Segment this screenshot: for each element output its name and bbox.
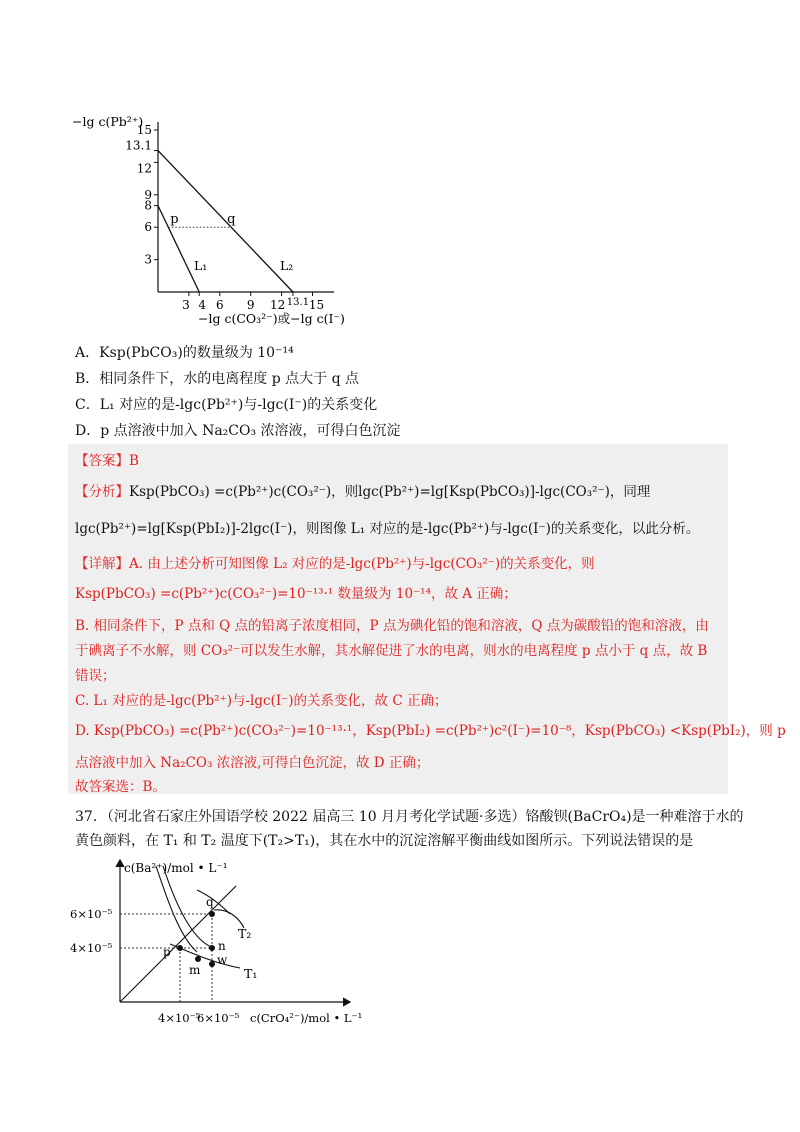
chart2-xlabel: c(CrO₄²⁻)/mol • L⁻¹: [250, 1011, 363, 1025]
question-37-line-2: 黄色颜料，在 T₁ 和 T₂ 温度下(T₂>T₁)，其在水中的沉淀溶解平衡曲线如图所示。下列说法错误的是: [75, 833, 694, 849]
chart1-xtick-label: 9: [246, 298, 255, 312]
option-b: B．相同条件下，水的电离程度 p 点大于 q 点: [75, 371, 360, 387]
analysis-line-2: lgc(Pb²⁺)=lg[Ksp(PbI₂)]-2lgc(I⁻)，则图像 L₁ 对应的是-lgc(Pb²⁺)与-lgc(I⁻)的关系变化，以此分析。: [75, 521, 700, 537]
chart2-curve-T2: [163, 866, 244, 948]
chart-bacro4-solubility: [60, 852, 380, 1037]
analysis-text-1: Ksp(PbCO₃) =c(Pb²⁺)c(CO₃²⁻)，则lgc(Pb²⁺)=lg[Ksp(PbCO₃)]-lgc(CO₃²⁻)，同理: [129, 484, 651, 500]
option-a: A．Ksp(PbCO₃)的数量级为 10⁻¹⁴: [75, 345, 294, 361]
detail-line-5: 错误；: [75, 668, 116, 684]
chart1-ylabel: −lg c(Pb²⁺): [72, 114, 144, 129]
chart2-xtick-4e-5: 4×10⁻⁵: [158, 1011, 201, 1025]
chart1-xtick-label: 4: [198, 298, 207, 312]
detail-line-6: C. L₁ 对应的是-lgc(Pb²⁺)与-lgc(I⁻)的关系变化，故 C 正确；: [75, 693, 448, 709]
chart1-ytick-label: 9: [144, 187, 152, 202]
chart1-ytick-label: 6: [144, 220, 152, 235]
chart2-label-T1: T₁: [244, 966, 258, 981]
chart2-dot-m: [195, 956, 201, 962]
chart2-ylabel: c(Ba²⁺)/mol • L⁻¹: [124, 861, 228, 875]
chart1-xtick-label: 6: [215, 298, 224, 312]
detail-line-7: D. Ksp(PbCO₃) =c(Pb²⁺)c(CO₃²⁻)=10⁻¹³·¹，Ksp(PbI₂) =c(Pb²⁺)c²(I⁻)=10⁻⁸，Ksp(PbCO₃) <Ksp(PbI₂)，则 p: [75, 723, 786, 739]
chart2-label-m: m: [189, 963, 201, 977]
option-d: D．p 点溶液中加入 Na₂CO₃ 浓溶液，可得白色沉淀: [75, 423, 401, 439]
chart2-label-p: p: [163, 945, 171, 959]
chart1-xtick-label: 15: [308, 298, 325, 312]
chart1-ytick-label: 12: [136, 161, 152, 176]
chart1-ytick-label: 8: [144, 198, 152, 213]
chart2-ytick-6e-5: 6×10⁻⁵: [70, 907, 113, 921]
chart1-point-q: q: [227, 212, 236, 228]
answer-line: [75, 452, 139, 470]
question-37-line-1: 37．（河北省石家庄外国语学校 2022 届高三 10 月月考化学试题·多选）铬酸钡(BaCrO₄)是一种难溶于水的: [75, 809, 744, 825]
chart1-ytick-label: 13.1: [125, 138, 152, 153]
chart2-xtick-6e-5: 6×10⁻⁵: [197, 1011, 240, 1025]
chart1-point-p: p: [170, 212, 179, 228]
chart1-xtick-label: 3: [182, 298, 190, 312]
chart-pb-solubility: [70, 110, 370, 335]
answer-tag: 【答案】: [75, 453, 129, 469]
detail-line-3: B. 相同条件下，P 点和 Q 点的铅离子浓度相同，P 点为碘化铅的饱和溶液，Q 点为碳酸铅的饱和溶液，由: [75, 618, 709, 634]
chart2-curve-T2-main: [156, 866, 197, 952]
chart2-dot-n: [209, 945, 215, 951]
detail-line-8: 点溶液中加入 Na₂CO₃ 浓溶液,可得白色沉淀，故 D 正确；: [75, 755, 430, 771]
chart1-xtick-label: 13.1: [286, 297, 310, 308]
detail-line-9: 故答案选：B。: [75, 779, 166, 795]
detail-line-1: [75, 555, 595, 573]
chart1-xlabel: −lg c(CO₃²⁻)或−lg c(I⁻): [198, 311, 345, 326]
analysis-line-1: [75, 483, 650, 501]
answer-value: B: [129, 453, 139, 469]
chart1-ytick-label: 15: [136, 123, 152, 137]
chart2-dot-p: [177, 945, 183, 951]
chart1-series-label-L1: L₁: [194, 258, 208, 273]
chart2-label-n: n: [218, 939, 226, 953]
chart1-series-label-L2: L₂: [280, 258, 294, 273]
analysis-tag: 【分析】: [75, 484, 129, 500]
chart2-label-q: q: [206, 895, 214, 909]
option-c: C．L₁ 对应的是-lgc(Pb²⁺)与-lgc(I⁻)的关系变化: [75, 397, 378, 413]
chart1-ytick-label: 3: [144, 252, 152, 267]
chart2-dot-w: [209, 961, 215, 967]
detail-text-1: A. 由上述分析可知图像 L₂ 对应的是-lgc(Pb²⁺)与-lgc(CO₃²⁻)的关系变化，则: [129, 556, 595, 572]
detail-line-2: Ksp(PbCO₃) =c(Pb²⁺)c(CO₃²⁻)=10⁻¹³·¹ 数量级为 10⁻¹⁴，故 A 正确；: [75, 586, 517, 602]
detail-tag: 【详解】: [75, 556, 129, 572]
chart2-label-T2: T₂: [238, 926, 252, 941]
detail-line-4: 于碘离子不水解，则 CO₃²⁻可以发生水解，其水解促进了水的电离，则水的电离程度 p 点小于 q 点，故 B: [75, 643, 708, 659]
chart1-xtick-label: 12: [269, 298, 286, 312]
chart2-label-w: w: [217, 953, 228, 967]
chart2-dot-q: [209, 911, 215, 917]
chart2-ytick-4e-5: 4×10⁻⁵: [70, 941, 113, 955]
